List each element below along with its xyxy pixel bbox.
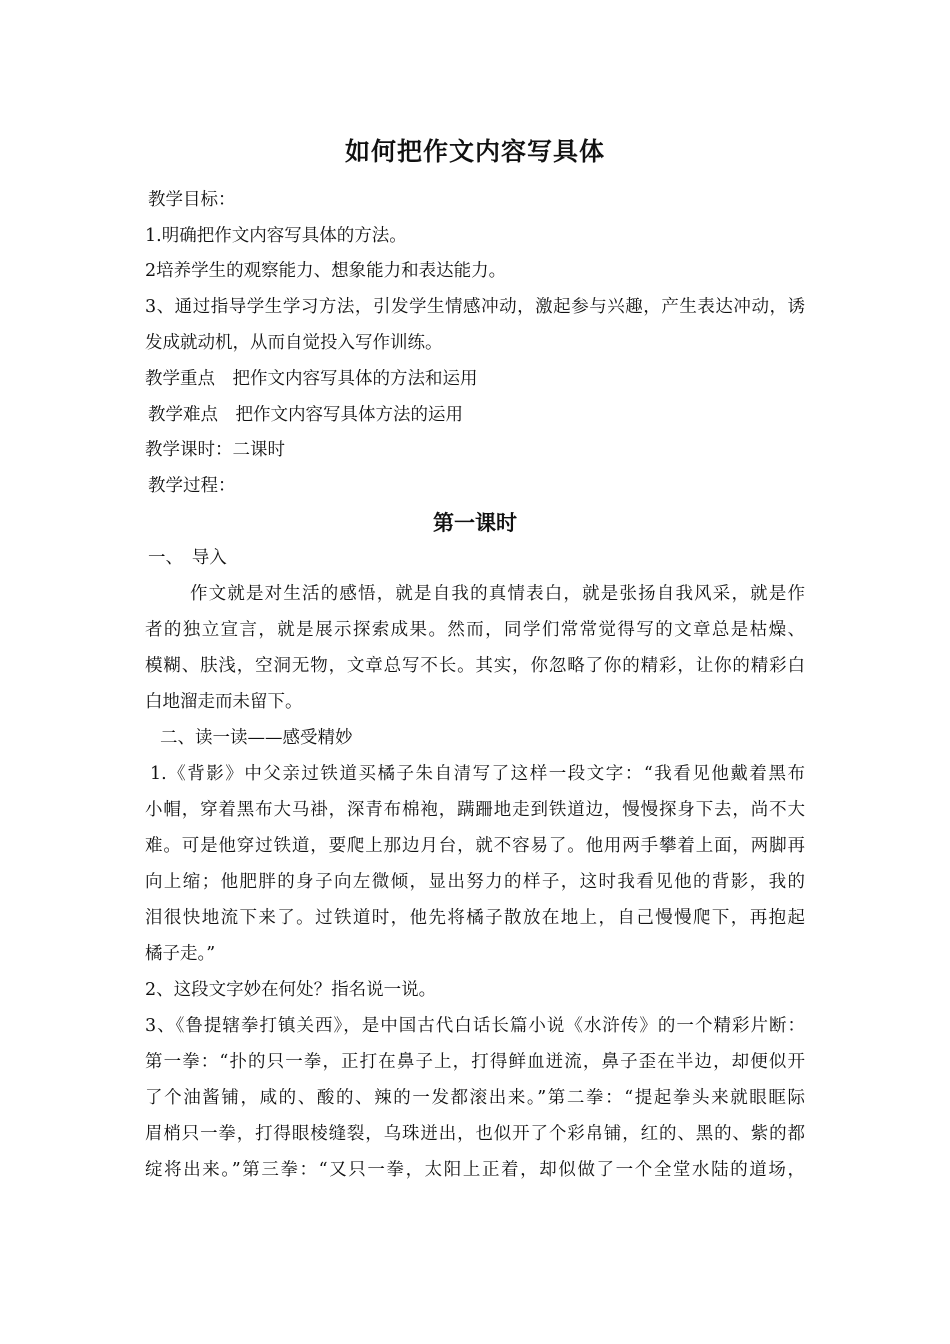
reading-3-line-1: 3、《鲁提辖拳打镇关西》，是中国古代白话长篇小说《水浒传》的一个精彩片断： (145, 1016, 805, 1036)
intro-line-4: 白地溜走而未留下。 (145, 692, 303, 712)
reading-3-line-4: 眉梢只一拳，打得眼棱缝裂，乌珠迸出，也似开了个彩帛铺，红的、黑的、紫的都 (145, 1124, 805, 1144)
teaching-difficulty: 教学难点 把作文内容写具体方法的运用 (148, 405, 463, 425)
document-title: 如何把作文内容写具体 (344, 137, 605, 166)
teaching-process: 教学过程： (148, 476, 236, 496)
reading-3-line-5: 绽将出来。”第三拳：“又只一拳，太阳上正着，却似做了一个全堂水陆的道场， (145, 1160, 805, 1180)
reading-1-line-1: 1.《背影》中父亲过铁道买橘子朱自清写了这样一段文字：“我看见他戴着黑布 (150, 764, 805, 784)
intro-line-1: 作文就是对生活的感悟，就是自我的真情表白，就是张扬自我风采，就是作 (190, 584, 805, 604)
reading-3-line-2: 第一拳：“扑的只一拳，正打在鼻子上，打得鲜血迸流，鼻子歪在半边，却便似开 (145, 1052, 805, 1072)
reading-1-line-4: 向上缩；他肥胖的身子向左微倾，显出努力的样子，这时我看见他的背影，我的 (145, 872, 805, 892)
objective-item-1: 1.明确把作文内容写具体的方法。 (145, 226, 407, 246)
intro-line-2: 者的独立宣言，就是展示探索成果。然而，同学们常常觉得写的文章总是枯燥、 (145, 620, 805, 640)
objectives-heading: 教学目标： (148, 190, 236, 210)
objective-item-3-line-2: 发成就动机，从而自觉投入写作训练。 (145, 333, 443, 353)
reading-1-line-3: 难。可是他穿过铁道，要爬上那边月台，就不容易了。他用两手攀着上面，两脚再 (145, 836, 805, 856)
lesson-1-heading: 第一课时 (433, 510, 517, 535)
section-1-heading: 一、 导入 (148, 548, 227, 568)
objective-item-3-line-1: 3、通过指导学生学习方法，引发学生情感冲动，激起参与兴趣，产生表达冲动，诱 (145, 297, 805, 317)
reading-3-line-3: 了个油酱铺，咸的、酸的、辣的一发都滚出来。”第二拳：“提起拳头来就眼眶际 (145, 1088, 805, 1108)
question-2: 2、这段文字妙在何处？指名说一说。 (145, 980, 437, 1000)
reading-1-line-5: 泪很快地流下来了。过铁道时，他先将橘子散放在地上，自己慢慢爬下，再抱起 (145, 908, 805, 928)
objective-item-2: 2培养学生的观察能力、想象能力和表达能力。 (145, 261, 507, 281)
reading-1-line-2: 小帽，穿着黑布大马褂，深青布棉袍，蹒跚地走到铁道边，慢慢探身下去，尚不大 (145, 800, 805, 820)
intro-line-3: 模糊、肤浅，空洞无物，文章总写不长。其实，你忽略了你的精彩，让你的精彩白 (145, 656, 805, 676)
section-2-heading: 二、读一读——感受精妙 (160, 728, 353, 748)
teaching-focus: 教学重点 把作文内容写具体的方法和运用 (145, 369, 478, 389)
reading-1-line-6: 橘子走。” (145, 944, 216, 964)
teaching-hours: 教学课时：二课时 (145, 440, 285, 460)
